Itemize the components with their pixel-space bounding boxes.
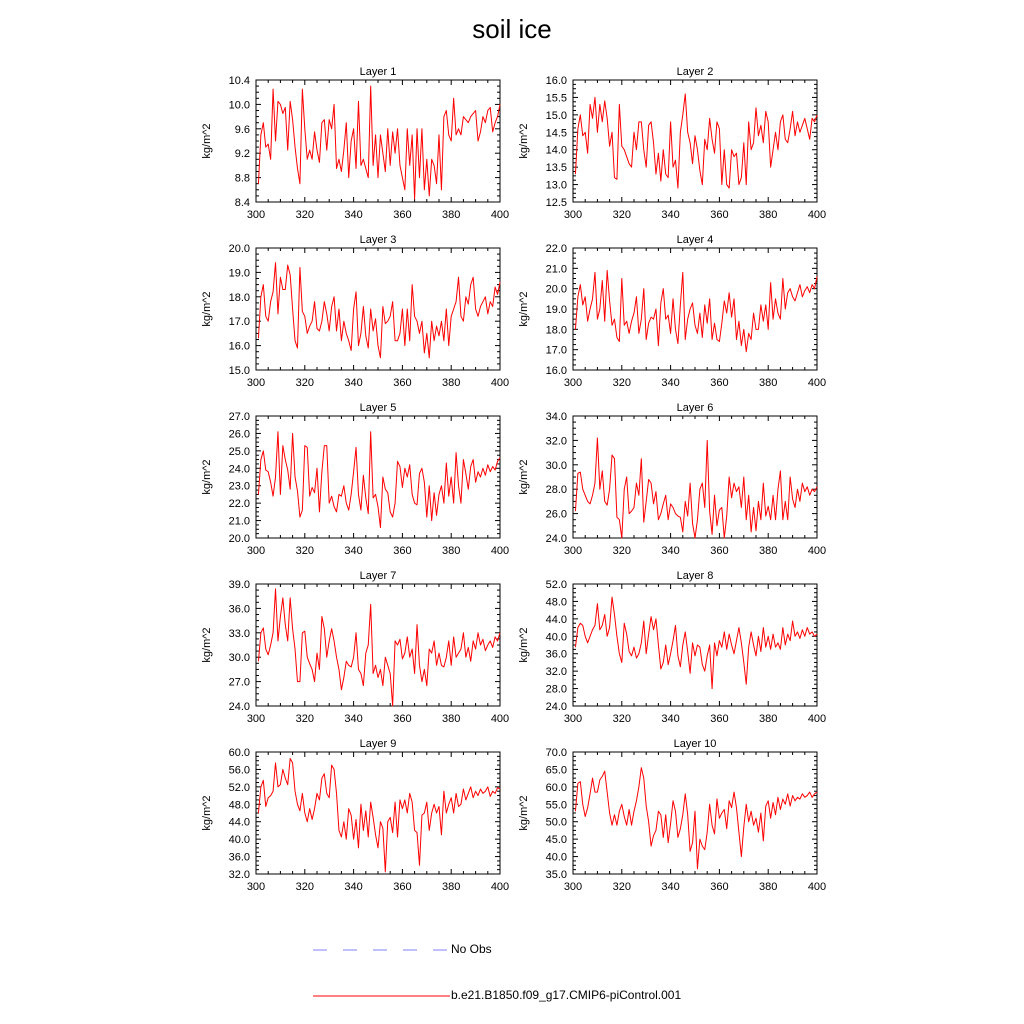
y-tick-label: 18.0 bbox=[228, 291, 250, 304]
y-tick-label: 20.0 bbox=[228, 533, 250, 545]
legend-model-label: b.e21.B1850.f09_g17.CMIP6-piControl.001 bbox=[451, 988, 682, 1002]
series-line-1 bbox=[258, 263, 500, 358]
x-tick-label: 380 bbox=[759, 209, 778, 221]
y-tick-label: 45.0 bbox=[545, 834, 567, 847]
y-tick-label: 10.0 bbox=[228, 99, 250, 112]
legend bbox=[313, 950, 450, 996]
y-tick-label: 32.0 bbox=[228, 869, 250, 881]
y-tick-label: 48.0 bbox=[545, 596, 567, 609]
x-tick-label: 320 bbox=[295, 545, 314, 557]
y-tick-label: 35.0 bbox=[545, 869, 567, 881]
y-tick-label: 26.0 bbox=[545, 508, 567, 521]
plot-frame bbox=[256, 752, 500, 874]
chart-panel-4 bbox=[518, 234, 826, 389]
y-tick-label: 56.0 bbox=[228, 764, 250, 777]
y-tick-label: 10.4 bbox=[228, 75, 250, 87]
y-tick-label: 22.0 bbox=[228, 498, 250, 511]
plot-frame bbox=[256, 80, 500, 202]
x-tick-label: 360 bbox=[710, 545, 729, 557]
y-axis-label: kg/m^2 bbox=[201, 123, 213, 159]
x-tick-label: 340 bbox=[661, 377, 680, 389]
y-tick-label: 15.0 bbox=[228, 365, 250, 377]
x-tick-label: 380 bbox=[442, 545, 461, 557]
series-line-1 bbox=[258, 759, 500, 872]
x-tick-label: 360 bbox=[710, 377, 729, 389]
x-tick-label: 400 bbox=[807, 545, 827, 557]
x-tick-label: 300 bbox=[246, 209, 266, 221]
y-tick-label: 9.2 bbox=[234, 148, 250, 161]
y-tick-label: 70.0 bbox=[545, 747, 567, 759]
page-title: soil ice bbox=[472, 14, 552, 44]
y-tick-label: 22.0 bbox=[545, 243, 567, 255]
x-tick-label: 300 bbox=[246, 545, 266, 557]
x-tick-label: 400 bbox=[490, 377, 510, 389]
chart-panel-8 bbox=[518, 570, 826, 725]
x-tick-label: 320 bbox=[612, 377, 631, 389]
y-tick-label: 8.4 bbox=[234, 197, 250, 209]
plot-frame bbox=[256, 584, 500, 706]
x-tick-label: 380 bbox=[759, 377, 778, 389]
y-tick-label: 13.0 bbox=[545, 179, 567, 192]
y-tick-label: 19.0 bbox=[545, 304, 567, 316]
y-tick-label: 17.0 bbox=[228, 316, 250, 329]
y-tick-label: 24.0 bbox=[545, 701, 567, 713]
x-tick-label: 340 bbox=[344, 209, 363, 221]
x-tick-label: 320 bbox=[295, 209, 314, 221]
y-tick-label: 30.0 bbox=[545, 459, 567, 472]
x-tick-label: 360 bbox=[393, 209, 412, 221]
x-tick-label: 320 bbox=[295, 713, 314, 725]
y-tick-label: 36.0 bbox=[228, 603, 250, 616]
y-tick-label: 44.0 bbox=[545, 613, 567, 626]
panel-title: Layer 1 bbox=[359, 66, 397, 78]
y-tick-label: 60.0 bbox=[228, 747, 250, 759]
x-tick-label: 300 bbox=[563, 209, 583, 221]
chart-panel-2 bbox=[518, 66, 826, 221]
x-tick-label: 300 bbox=[563, 545, 583, 557]
y-tick-label: 60.0 bbox=[545, 781, 567, 794]
y-tick-label: 40.0 bbox=[545, 851, 567, 864]
panel-title: Layer 5 bbox=[359, 402, 397, 414]
x-tick-label: 340 bbox=[661, 881, 680, 893]
y-tick-label: 25.0 bbox=[228, 445, 250, 458]
plot-frame bbox=[573, 248, 817, 370]
panel-title: Layer 3 bbox=[359, 234, 397, 246]
x-tick-label: 360 bbox=[393, 713, 412, 725]
y-tick-label: 15.5 bbox=[545, 92, 567, 105]
panel-title: Layer 6 bbox=[676, 402, 714, 414]
panel-title: Layer 10 bbox=[673, 738, 717, 750]
x-tick-label: 400 bbox=[807, 377, 827, 389]
y-axis-label: kg/m^2 bbox=[201, 291, 213, 327]
series-line-1 bbox=[575, 94, 817, 188]
y-axis-label: kg/m^2 bbox=[518, 291, 530, 327]
y-tick-label: 32.0 bbox=[545, 666, 567, 679]
y-axis-label: kg/m^2 bbox=[201, 795, 213, 831]
chart-panel-10 bbox=[518, 738, 826, 893]
y-axis-label: kg/m^2 bbox=[518, 123, 530, 159]
x-tick-label: 360 bbox=[393, 377, 412, 389]
x-tick-label: 360 bbox=[710, 881, 729, 893]
y-tick-label: 30.0 bbox=[228, 652, 250, 665]
x-tick-label: 320 bbox=[612, 209, 631, 221]
panel-title: Layer 4 bbox=[676, 234, 714, 246]
y-tick-label: 65.0 bbox=[545, 764, 567, 777]
panel-title: Layer 8 bbox=[676, 570, 714, 582]
panel-title: Layer 9 bbox=[359, 738, 397, 750]
x-tick-label: 380 bbox=[759, 545, 778, 557]
y-tick-label: 34.0 bbox=[545, 411, 567, 423]
y-tick-label: 16.0 bbox=[228, 340, 250, 353]
y-tick-label: 44.0 bbox=[228, 816, 250, 829]
series-line-1 bbox=[258, 432, 500, 528]
panel-title: Layer 2 bbox=[676, 66, 714, 78]
y-tick-label: 16.0 bbox=[545, 365, 567, 377]
y-tick-label: 40.0 bbox=[545, 631, 567, 644]
x-tick-label: 320 bbox=[612, 545, 631, 557]
y-axis-label: kg/m^2 bbox=[518, 795, 530, 831]
x-tick-label: 300 bbox=[246, 713, 266, 725]
x-tick-label: 340 bbox=[661, 545, 680, 557]
chart-panel-3 bbox=[201, 234, 509, 389]
chart-panel-7 bbox=[201, 570, 509, 725]
y-tick-label: 21.0 bbox=[545, 263, 567, 276]
x-tick-label: 380 bbox=[442, 881, 461, 893]
x-tick-label: 400 bbox=[490, 713, 510, 725]
x-tick-label: 300 bbox=[563, 881, 583, 893]
x-tick-label: 300 bbox=[563, 713, 583, 725]
x-tick-label: 380 bbox=[442, 713, 461, 725]
x-tick-label: 360 bbox=[710, 209, 729, 221]
y-axis-label: kg/m^2 bbox=[518, 459, 530, 495]
panel-title: Layer 7 bbox=[359, 570, 397, 582]
y-axis-label: kg/m^2 bbox=[201, 627, 213, 663]
y-tick-label: 52.0 bbox=[228, 781, 250, 794]
y-tick-label: 20.0 bbox=[545, 283, 567, 296]
x-tick-label: 380 bbox=[442, 209, 461, 221]
x-tick-label: 320 bbox=[612, 713, 631, 725]
y-tick-label: 36.0 bbox=[228, 851, 250, 864]
x-tick-label: 300 bbox=[246, 881, 266, 893]
x-tick-label: 340 bbox=[344, 377, 363, 389]
y-tick-label: 14.0 bbox=[545, 144, 567, 157]
y-tick-label: 14.5 bbox=[545, 127, 567, 140]
y-tick-label: 13.5 bbox=[545, 162, 567, 175]
y-tick-label: 33.0 bbox=[228, 627, 250, 640]
x-tick-label: 340 bbox=[344, 713, 363, 725]
x-tick-label: 380 bbox=[759, 881, 778, 893]
y-tick-label: 36.0 bbox=[545, 648, 567, 661]
y-tick-label: 28.0 bbox=[545, 683, 567, 696]
y-tick-label: 20.0 bbox=[228, 243, 250, 255]
series-line-1 bbox=[575, 597, 817, 689]
y-tick-label: 55.0 bbox=[545, 799, 567, 812]
chart-panel-1 bbox=[201, 66, 509, 221]
x-tick-label: 340 bbox=[344, 545, 363, 557]
y-tick-label: 9.6 bbox=[234, 123, 250, 136]
y-tick-label: 27.0 bbox=[228, 411, 250, 423]
y-tick-label: 19.0 bbox=[228, 267, 250, 280]
x-tick-label: 300 bbox=[246, 377, 266, 389]
y-tick-label: 23.0 bbox=[228, 480, 250, 493]
y-tick-label: 27.0 bbox=[228, 676, 250, 689]
y-tick-label: 24.0 bbox=[545, 533, 567, 545]
x-tick-label: 400 bbox=[490, 545, 510, 557]
x-tick-label: 400 bbox=[490, 209, 510, 221]
y-tick-label: 16.0 bbox=[545, 75, 567, 87]
y-tick-label: 48.0 bbox=[228, 799, 250, 812]
y-axis-label: kg/m^2 bbox=[201, 459, 213, 495]
y-tick-label: 12.5 bbox=[545, 197, 567, 209]
x-tick-label: 380 bbox=[442, 377, 461, 389]
y-tick-label: 52.0 bbox=[545, 579, 567, 591]
series-line-1 bbox=[258, 86, 500, 199]
x-tick-label: 360 bbox=[393, 545, 412, 557]
x-tick-label: 380 bbox=[759, 713, 778, 725]
y-tick-label: 8.8 bbox=[234, 172, 250, 185]
y-tick-label: 32.0 bbox=[545, 435, 567, 448]
y-tick-label: 21.0 bbox=[228, 515, 250, 528]
y-tick-label: 50.0 bbox=[545, 816, 567, 829]
y-tick-label: 40.0 bbox=[228, 834, 250, 847]
series-line-1 bbox=[575, 768, 817, 869]
x-tick-label: 400 bbox=[490, 881, 510, 893]
y-tick-label: 24.0 bbox=[228, 463, 250, 476]
chart-panel-6 bbox=[518, 402, 826, 557]
y-tick-label: 17.0 bbox=[545, 344, 567, 357]
x-tick-label: 320 bbox=[295, 377, 314, 389]
legend-obs-label: No Obs bbox=[451, 942, 492, 956]
chart-panel-5 bbox=[201, 402, 509, 557]
y-tick-label: 24.0 bbox=[228, 701, 250, 713]
x-tick-label: 400 bbox=[807, 713, 827, 725]
y-tick-label: 39.0 bbox=[228, 579, 250, 591]
series-line-1 bbox=[258, 589, 500, 706]
x-tick-label: 360 bbox=[393, 881, 412, 893]
y-tick-label: 28.0 bbox=[545, 484, 567, 497]
x-tick-label: 340 bbox=[661, 209, 680, 221]
x-tick-label: 300 bbox=[563, 377, 583, 389]
x-tick-label: 320 bbox=[612, 881, 631, 893]
series-line-1 bbox=[575, 438, 817, 538]
x-tick-label: 400 bbox=[807, 881, 827, 893]
x-tick-label: 340 bbox=[344, 881, 363, 893]
x-tick-label: 400 bbox=[807, 209, 827, 221]
x-tick-label: 340 bbox=[661, 713, 680, 725]
x-tick-label: 360 bbox=[710, 713, 729, 725]
chart-panel-9 bbox=[201, 738, 509, 893]
y-tick-label: 18.0 bbox=[545, 324, 567, 337]
y-tick-label: 26.0 bbox=[228, 428, 250, 441]
series-line-1 bbox=[575, 270, 817, 351]
x-tick-label: 320 bbox=[295, 881, 314, 893]
y-tick-label: 15.0 bbox=[545, 109, 567, 122]
y-axis-label: kg/m^2 bbox=[518, 627, 530, 663]
